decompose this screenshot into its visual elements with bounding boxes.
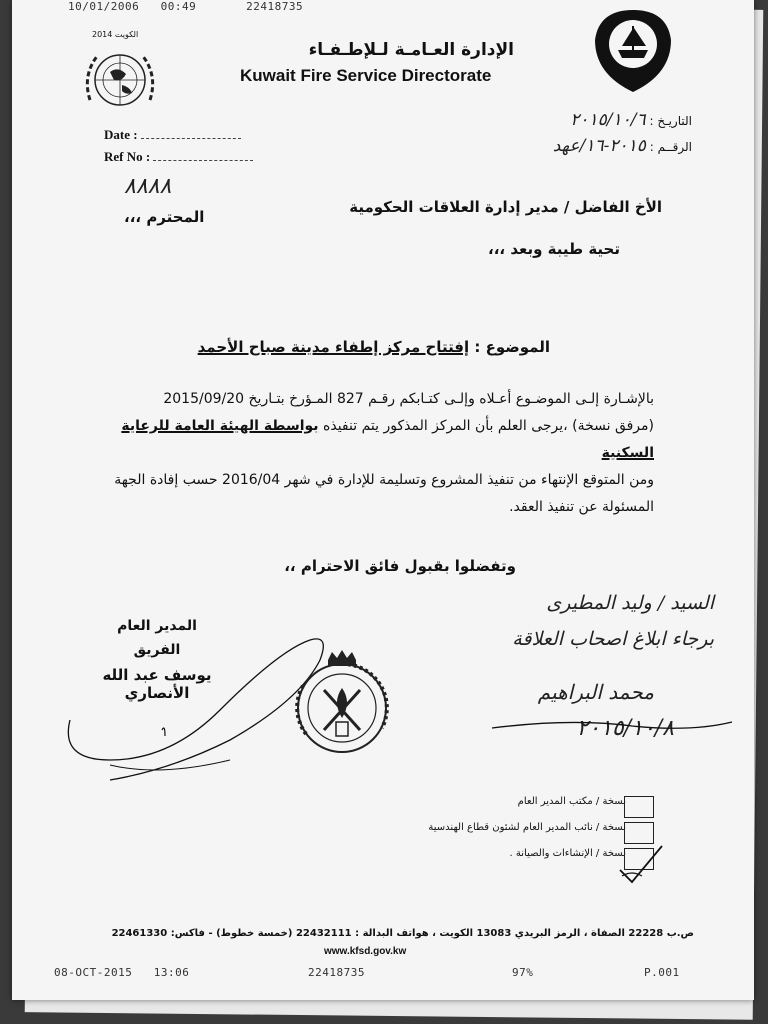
date-field-ar bbox=[392, 110, 692, 130]
letterhead-title-ar: الإدارة العـامـة لـلإطـفـاء bbox=[308, 40, 514, 60]
date-dotted-line bbox=[141, 128, 241, 139]
letter-body bbox=[74, 386, 654, 521]
ref-dotted-line bbox=[153, 150, 253, 161]
body-line-2 bbox=[74, 413, 654, 467]
date-handwritten: ٢٠١٥/١٠/٦ bbox=[570, 110, 646, 130]
fax-header-number: 22418735 bbox=[246, 0, 304, 13]
signature-title: المدير العام bbox=[117, 618, 197, 634]
body-line-4: المسئولة عن تنفيذ العقد. bbox=[509, 499, 654, 515]
kuwait-emblem-logo bbox=[588, 4, 678, 96]
fax-header bbox=[68, 0, 303, 13]
body-line-1: بالإشـارة إلـى الموضـوع أعـلاه وإلـى كتـابكم رقـم 827 المـؤرخ بتـاريخ 2015/09/20 bbox=[163, 391, 654, 407]
fax-footer-page: P.001 bbox=[644, 966, 680, 979]
closing-line: وتفضلوا بقبول فائق الاحترام ،، bbox=[284, 557, 516, 575]
handwritten-note-date: ٢٠١٥/١٠/٨ bbox=[576, 716, 674, 741]
footer-address: ص.ب 22228 الصفاة ، الرمز البريدي 13083 الكويت ، هواتف البدالة : 22432111 (خمسة خطوط) - فاكس: 22461330 bbox=[111, 928, 694, 939]
fax-footer-number: 22418735 bbox=[308, 966, 365, 979]
ref-field bbox=[104, 149, 253, 165]
addressee: الأخ الفاضل / مدير إدارة العلاقات الحكومية bbox=[349, 198, 662, 216]
official-stamp bbox=[284, 650, 404, 760]
handwritten-signer: محمد البراهيم bbox=[537, 680, 654, 704]
checkmark-scribble bbox=[612, 840, 672, 890]
fax-footer-date: 08-OCT-2015 bbox=[54, 966, 133, 979]
body-line-3: ومن المتوقع الإنتهاء من تنفيذ المشروع وتسليمة للإدارة في شهر 2016/04 حسب إفادة الجهة bbox=[114, 472, 654, 488]
copy-checkbox-1 bbox=[624, 796, 654, 818]
footer-website: www.kfsd.gov.kw bbox=[324, 946, 407, 957]
fax-footer-datetime bbox=[54, 966, 189, 979]
copy-line-3: نسخة / الإنشاءات والصيانة . bbox=[509, 848, 626, 859]
ref-field-ar bbox=[392, 136, 692, 156]
fax-footer-time: 13:06 bbox=[153, 966, 190, 979]
signature-rank: الفريق bbox=[133, 642, 181, 658]
subject-text: إفتتاح مركز إطفاء مدينة صباح الأحمد bbox=[197, 338, 470, 356]
letterhead-title-en: Kuwait Fire Service Directorate bbox=[240, 66, 492, 85]
ref-label-ar: الرقــم : bbox=[649, 140, 692, 154]
fax-header-date: 10/01/2006 bbox=[68, 0, 140, 13]
body-line-2-underlined: بواسطة الهيئة العامة للرعاية السكنية bbox=[121, 418, 654, 461]
greeting: تحية طيبة وبعد ،،، bbox=[488, 240, 620, 258]
copy-row-1 bbox=[346, 796, 626, 822]
handwritten-note-line-1: السيد / وليد المطيرى bbox=[546, 592, 714, 614]
date-label: Date : bbox=[104, 127, 138, 142]
copy-row-2 bbox=[346, 822, 626, 848]
incoming-number-handwritten: ٨٨٨٨ bbox=[124, 174, 172, 199]
un-emblem-logo bbox=[70, 30, 170, 120]
fax-footer-quality: 97% bbox=[512, 966, 534, 979]
copy-row-3 bbox=[346, 848, 626, 874]
fax-header-time: 00:49 bbox=[160, 0, 197, 13]
handwritten-note-underline bbox=[482, 700, 742, 740]
body-line-2-text: (مرفق نسخة) ،يرجى العلم بأن المركز المذكور يتم تنفيذه bbox=[318, 418, 654, 434]
handwritten-note-line-2: برجاء ابلاغ اصحاب العلاقة bbox=[512, 628, 714, 650]
emblem-badge-text: الكويت 2014 bbox=[92, 30, 139, 39]
letter-page bbox=[12, 0, 754, 1000]
date-field bbox=[104, 127, 241, 143]
copies-list bbox=[346, 796, 626, 874]
ref-label: Ref No : bbox=[104, 149, 151, 164]
subject-label: الموضوع : bbox=[474, 338, 550, 356]
subject-line bbox=[50, 338, 550, 356]
ref-handwritten: ٢٠١٥-١٦/عهد bbox=[552, 136, 646, 156]
signature-name: يوسف عبد الله الأنصاري bbox=[102, 666, 212, 702]
respect-closing: المحترم ،،، bbox=[124, 208, 205, 226]
date-label-ar: التاريـخ : bbox=[649, 114, 692, 128]
copy-line-1: نسخة / مكتب المدير العام bbox=[517, 796, 626, 807]
copy-line-2: نسخة / نائب المدير العام لشئون قطاع الهندسية bbox=[428, 822, 626, 833]
